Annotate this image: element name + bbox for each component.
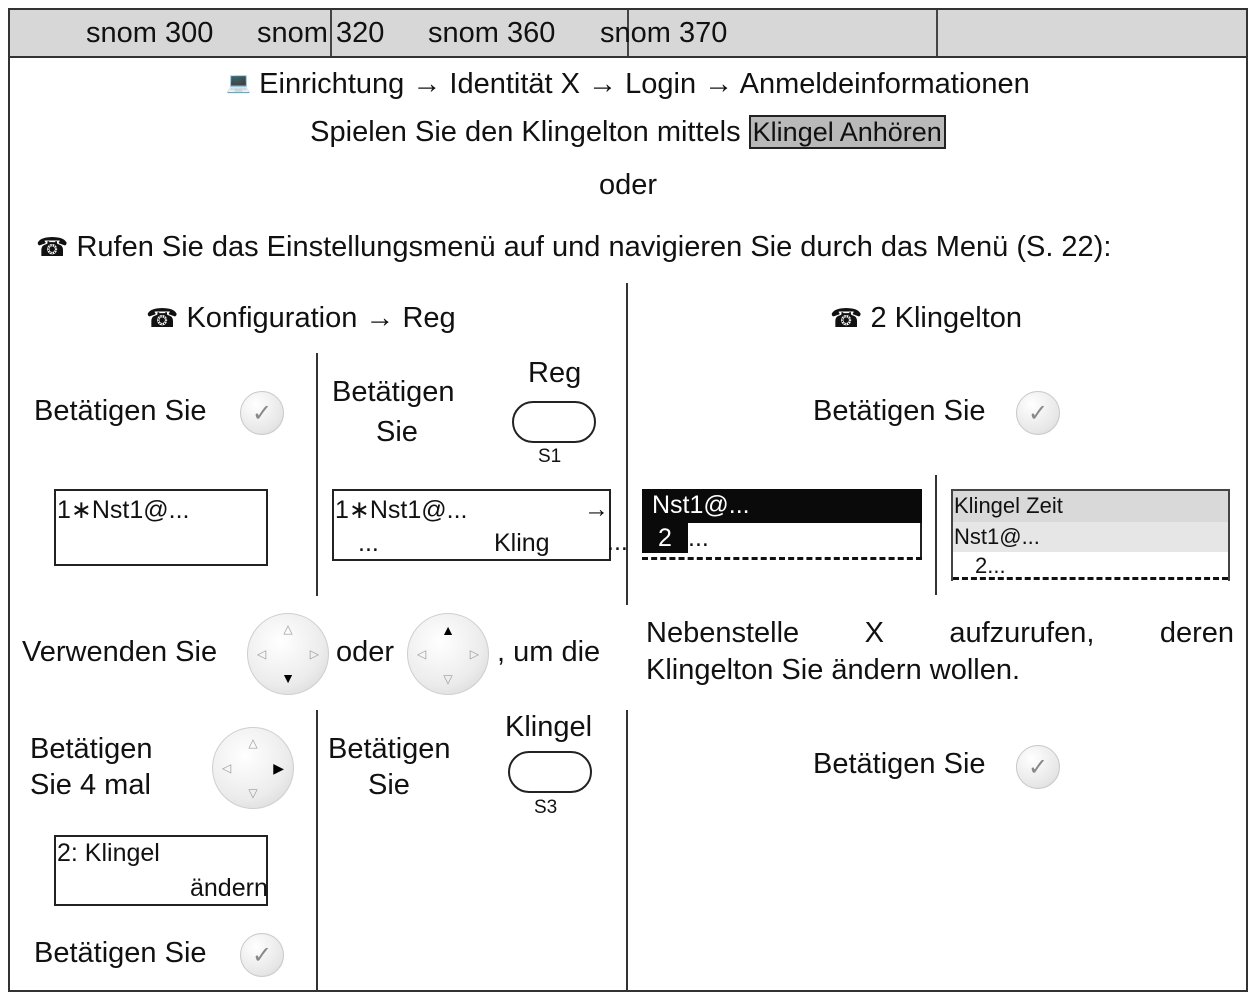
path-step-identitaet: Identität X bbox=[449, 68, 580, 100]
press-instruction: Betätigen bbox=[332, 376, 455, 408]
arrow-down-icon: ▽ bbox=[443, 672, 453, 686]
navigation-key-up[interactable] bbox=[407, 613, 489, 695]
subcolumn-divider bbox=[316, 353, 318, 596]
display-screen bbox=[54, 835, 268, 906]
press-instruction: Sie bbox=[368, 769, 410, 801]
screen-number: 2 bbox=[658, 524, 672, 552]
klingel-anhoeren-button[interactable]: Klingel Anhören bbox=[749, 115, 946, 149]
arrow-right-icon: → bbox=[584, 495, 609, 523]
arrow-right-icon: ▶ bbox=[273, 760, 284, 776]
display-screen bbox=[642, 489, 922, 561]
screen-dashed-edge bbox=[642, 557, 922, 560]
check-key-icon[interactable]: ✓ bbox=[240, 933, 284, 977]
screen-line: Nst1@... bbox=[954, 524, 1040, 549]
text-word: X bbox=[864, 617, 884, 649]
or-text: oder bbox=[336, 636, 395, 668]
nebenstelle-line-2: Klingelton Sie ändern wollen. bbox=[646, 654, 1021, 686]
play-ringtone-line bbox=[8, 116, 1248, 149]
press-instruction: Sie 4 mal bbox=[30, 769, 151, 801]
subcolumn-divider bbox=[316, 710, 318, 992]
screen-kling: Kling bbox=[494, 529, 550, 557]
screen-dashed-edge bbox=[953, 577, 1228, 580]
nebenstelle-line bbox=[646, 618, 1234, 650]
arrow-down-icon: ▽ bbox=[248, 786, 258, 800]
phone-icon: ☎ bbox=[146, 303, 179, 333]
arrow-up-icon: △ bbox=[283, 622, 293, 636]
model-snom-300: snom 300 bbox=[86, 17, 214, 49]
arrow-left-icon: ◁ bbox=[222, 761, 232, 775]
press-instruction: Sie bbox=[376, 416, 418, 448]
right-column-title bbox=[830, 303, 1022, 335]
arrow-left-icon: ◁ bbox=[257, 647, 267, 661]
computer-icon: 💻 bbox=[226, 72, 252, 94]
path-step-login: Login bbox=[625, 68, 697, 100]
arrow-right-icon: ▷ bbox=[309, 647, 319, 661]
text-word: deren bbox=[1159, 617, 1234, 649]
softkey-klingel-label: Klingel bbox=[505, 711, 593, 743]
screen-header: Klingel Zeit bbox=[954, 493, 1063, 518]
screen-line: 2: Klingel bbox=[57, 839, 160, 867]
column-divider bbox=[626, 710, 628, 992]
screen-line: 1∗Nst1@... bbox=[335, 496, 468, 524]
navigation-key-right[interactable] bbox=[212, 727, 294, 809]
softkey-s1-label: S1 bbox=[538, 446, 562, 467]
use-instruction: Verwenden Sie bbox=[22, 636, 218, 668]
model-snom-320: snom 320 bbox=[257, 17, 385, 49]
screen-dots: ... bbox=[688, 524, 709, 552]
press-instruction: Betätigen Sie bbox=[34, 937, 207, 969]
screen-line: Nst1@... bbox=[652, 491, 750, 519]
softkey-s3-button[interactable] bbox=[508, 751, 592, 793]
check-key-icon[interactable]: ✓ bbox=[1016, 391, 1060, 435]
web-path bbox=[8, 68, 1248, 101]
play-ringtone-text: Spielen Sie den Klingelton mittels bbox=[310, 116, 741, 148]
screen-border bbox=[920, 523, 922, 559]
press-instruction: Betätigen bbox=[30, 733, 153, 765]
or-text: oder bbox=[598, 169, 658, 201]
phone-menu-line bbox=[36, 232, 1111, 264]
press-instruction: Betätigen bbox=[328, 733, 451, 765]
text-word: Nebenstelle bbox=[646, 617, 800, 649]
model-snom-360: snom 360 bbox=[428, 17, 556, 49]
screen-dots: ... bbox=[358, 529, 379, 557]
arrow-down-icon: ▼ bbox=[281, 670, 295, 686]
arrow-right-icon: → bbox=[704, 68, 734, 100]
display-screen bbox=[54, 489, 268, 566]
press-instruction: Betätigen Sie bbox=[34, 395, 207, 427]
title-reg: Reg bbox=[402, 302, 456, 334]
title-konfiguration: Konfiguration bbox=[186, 302, 358, 334]
arrow-right-icon: → bbox=[365, 302, 395, 334]
check-key-icon[interactable]: ✓ bbox=[1016, 745, 1060, 789]
um-die-text: , um die bbox=[497, 636, 601, 668]
arrow-right-icon: → bbox=[412, 68, 442, 100]
arrow-up-icon: ▲ bbox=[441, 622, 455, 638]
arrow-up-icon: △ bbox=[248, 736, 258, 750]
path-step-einrichtung: Einrichtung bbox=[259, 68, 405, 100]
phone-menu-text: Rufen Sie das Einstellungsmenü auf und navigieren Sie durch das Menü (S. 22): bbox=[76, 231, 1112, 263]
title-klingelton: 2 Klingelton bbox=[870, 302, 1023, 334]
left-column-title bbox=[146, 303, 456, 335]
softkey-s3-label: S3 bbox=[534, 797, 558, 818]
header-divider bbox=[936, 10, 938, 56]
model-snom-370: snom 370 bbox=[600, 17, 728, 49]
text-word: aufzurufen, bbox=[949, 617, 1095, 649]
path-step-anmeldeinformationen: Anmeldeinformationen bbox=[739, 68, 1030, 100]
arrow-left-icon: ◁ bbox=[417, 647, 427, 661]
arrow-right-icon: → bbox=[588, 68, 618, 100]
softkey-reg-label: Reg bbox=[528, 357, 582, 389]
check-key-icon[interactable]: ✓ bbox=[240, 391, 284, 435]
phone-icon: ☎ bbox=[36, 232, 69, 262]
display-screen bbox=[951, 489, 1230, 581]
screen-line: ändern bbox=[190, 874, 268, 902]
screen-line: 2... bbox=[975, 553, 1006, 578]
navigation-key-down[interactable] bbox=[247, 613, 329, 695]
subcolumn-divider bbox=[935, 475, 937, 595]
phone-icon: ☎ bbox=[830, 303, 863, 333]
press-instruction: Betätigen Sie bbox=[813, 395, 986, 427]
screen-line: 1∗Nst1@... bbox=[57, 496, 190, 524]
screen-ellipsis: ... bbox=[607, 528, 628, 556]
arrow-right-icon: ▷ bbox=[469, 647, 479, 661]
press-instruction: Betätigen Sie bbox=[813, 748, 986, 780]
softkey-s1-button[interactable] bbox=[512, 401, 596, 443]
display-screen bbox=[332, 489, 611, 561]
